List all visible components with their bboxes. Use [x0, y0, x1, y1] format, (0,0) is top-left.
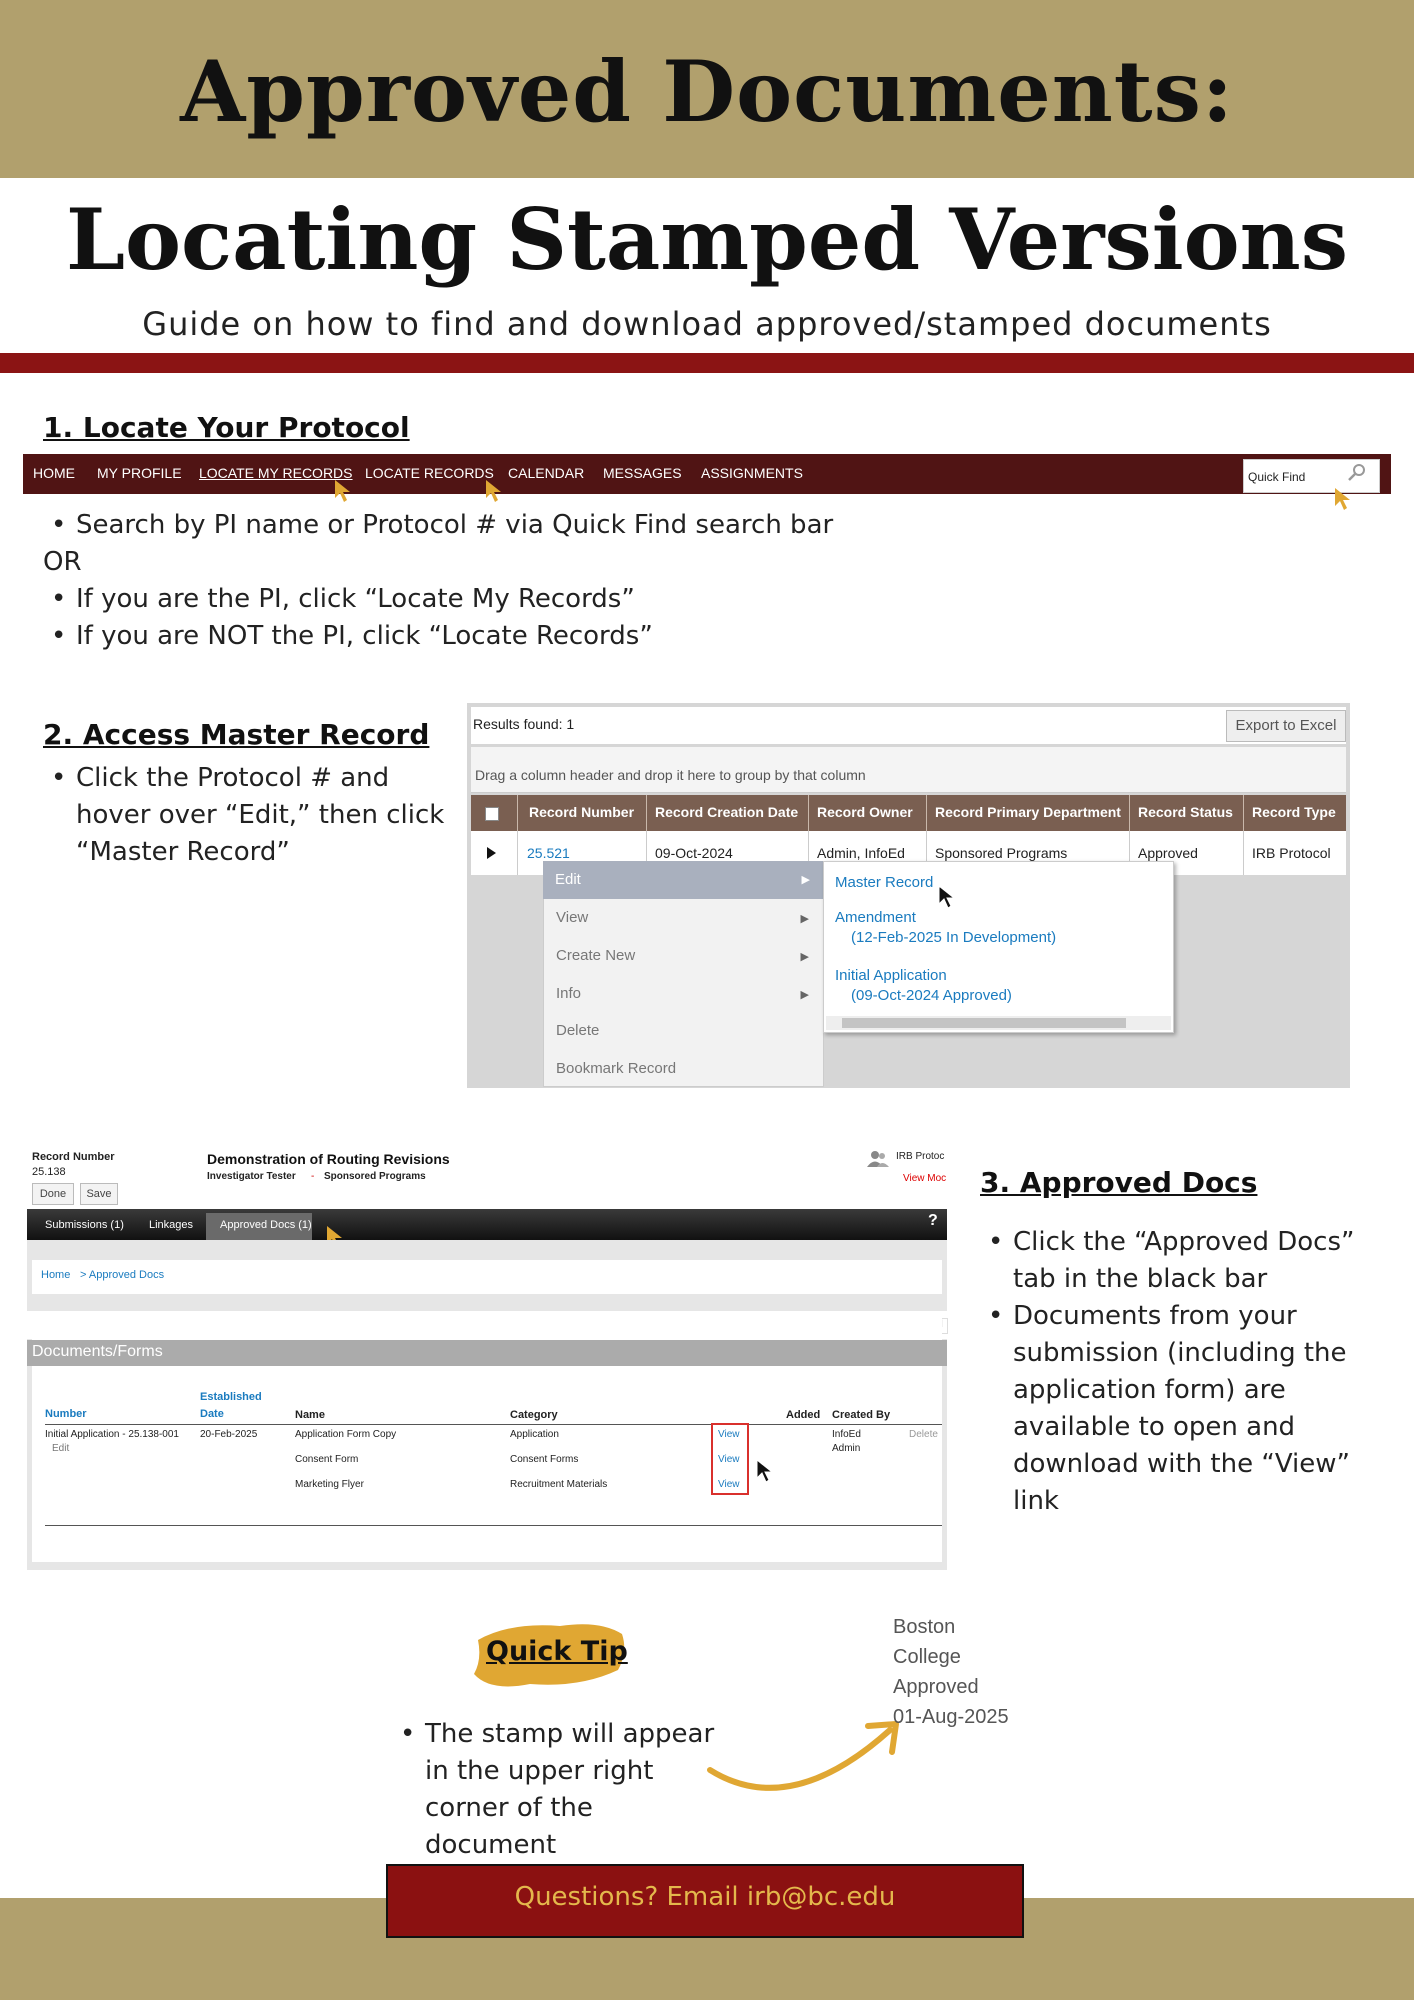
document-name: Consent Form	[295, 1454, 359, 1465]
contact-email[interactable]: Questions? Email irb@bc.edu	[514, 1882, 896, 1912]
submenu-arrow-icon: ▶	[800, 988, 809, 1001]
cursor-icon	[484, 478, 506, 506]
submenu-arrow-icon: ▶	[800, 912, 809, 925]
nav-bar	[23, 454, 1391, 494]
record-number-label: Record Number	[32, 1151, 115, 1163]
save-button[interactable]: Save	[80, 1183, 118, 1205]
set-edit-link[interactable]: Edit	[52, 1443, 70, 1454]
cursor-icon	[937, 884, 959, 912]
grid-header	[471, 795, 1346, 831]
record-department: Sponsored Programs	[324, 1171, 426, 1182]
col-date: Date	[200, 1408, 224, 1420]
view-mode-link[interactable]: View Moc	[903, 1173, 947, 1184]
help-icon[interactable]: ?	[928, 1212, 938, 1229]
submenu-arrow-icon: ▶	[800, 950, 809, 963]
export-to-excel-button[interactable]: Export to Excel	[1226, 710, 1346, 742]
column-header[interactable]: Record Status	[1138, 804, 1233, 820]
page-subtitle: Guide on how to find and download approved/stamped documents	[142, 305, 1272, 343]
document-category: Application	[510, 1429, 559, 1440]
document-set-number: Initial Application - 25.138-001	[45, 1429, 179, 1440]
breadcrumb-current: > Approved Docs	[80, 1269, 165, 1281]
set-date: 20-Feb-2025	[200, 1429, 258, 1440]
master-record-link[interactable]: Master Record	[835, 874, 934, 891]
header-divider	[0, 353, 1414, 373]
document-category: Consent Forms	[510, 1454, 579, 1465]
nav-calendar[interactable]: CALENDAR	[508, 465, 585, 481]
table-bottom-divider	[45, 1525, 942, 1526]
record-type-label: IRB Protoc	[896, 1151, 945, 1162]
menu-item-edit[interactable]	[543, 861, 824, 899]
nav-messages[interactable]: MESSAGES	[603, 465, 682, 481]
document-name: Application Form Copy	[295, 1429, 397, 1440]
col-created-by: Created By	[832, 1409, 891, 1421]
initial-application-link[interactable]: Initial Application	[835, 967, 947, 984]
or-text: OR	[43, 547, 82, 577]
nav-assignments[interactable]: ASSIGNMENTS	[701, 465, 803, 481]
nav-locate-records[interactable]: LOCATE RECORDS	[365, 465, 494, 481]
menu-item-bookmark[interactable]: Bookmark Record	[556, 1060, 677, 1077]
breadcrumb-home[interactable]: Home	[41, 1269, 71, 1281]
users-icon	[867, 1150, 889, 1168]
view-link[interactable]: View	[718, 1454, 740, 1465]
col-category: Category	[510, 1409, 558, 1421]
record-number-value: 25.138	[32, 1166, 66, 1178]
record-status: Approved	[1138, 845, 1198, 861]
nav-home[interactable]: HOME	[33, 465, 75, 481]
submenu-arrow-icon: ▶	[801, 873, 810, 886]
quick-find-input[interactable]: Quick Find	[1243, 459, 1380, 493]
column-header[interactable]: Record Creation Date	[655, 804, 799, 820]
documents-bar	[27, 1340, 947, 1366]
step1-bullets-b	[43, 581, 863, 655]
submenu-scroll-thumb[interactable]	[842, 1018, 1126, 1028]
nav-locate-my-records[interactable]: LOCATE MY RECORDS	[199, 465, 353, 481]
curved-arrow-icon	[700, 1690, 910, 1810]
column-header[interactable]: Record Type	[1252, 804, 1336, 820]
table-divider	[45, 1424, 942, 1425]
nav-my-profile[interactable]: MY PROFILE	[97, 465, 182, 481]
amendment-link[interactable]: Amendment	[835, 909, 916, 926]
menu-item-delete[interactable]: Delete	[556, 1022, 600, 1039]
step1-bullet: • Search by PI name or Protocol # via Quick Find search bar	[43, 507, 863, 544]
record-department: Sponsored Programs	[935, 845, 1068, 861]
document-category: Recruitment Materials	[510, 1479, 608, 1490]
step1-bullet: • If you are the PI, click “Locate My Records”	[43, 581, 863, 618]
record-title: Demonstration of Routing Revisions	[207, 1151, 450, 1167]
menu-item-edit-label: Edit	[555, 871, 581, 888]
column-header[interactable]: Record Number	[529, 804, 635, 820]
stamp-line: Boston	[893, 1616, 956, 1638]
menu-item-info[interactable]: Info	[556, 985, 582, 1002]
expand-row-icon[interactable]	[487, 847, 496, 859]
quick-tip-label: Quick Tip	[486, 1636, 628, 1667]
created-by-line-2: Admin	[832, 1443, 861, 1454]
page-title-line-2: Locating Stamped Versions	[65, 190, 1349, 289]
step2-bullet: • Click the Protocol # and hover over “Edit,” then click “Master Record”	[43, 760, 463, 871]
cursor-icon	[333, 478, 355, 506]
menu-item-view[interactable]: View	[556, 909, 589, 926]
documents-bar-label: Documents/Forms	[32, 1343, 163, 1360]
search-icon[interactable]	[1346, 462, 1368, 484]
stamp-line: Approved	[893, 1676, 979, 1698]
quick-tip-bullets	[392, 1716, 732, 1864]
column-header[interactable]: Record Owner	[817, 804, 913, 820]
step3-title: 3. Approved Docs	[980, 1166, 1258, 1199]
title-separator: -	[311, 1171, 315, 1182]
cursor-icon	[1333, 486, 1355, 514]
step3-bullets	[980, 1224, 1400, 1520]
view-link[interactable]: View	[718, 1479, 740, 1490]
edit-submenu	[823, 861, 1174, 1033]
col-number: Number	[45, 1408, 87, 1420]
results-count: Results found: 1	[473, 716, 575, 732]
record-owner: Admin, InfoEd	[817, 845, 905, 861]
record-type: IRB Protocol	[1252, 845, 1331, 861]
menu-item-create-new[interactable]: Create New	[556, 947, 636, 964]
stamp-line: College	[893, 1646, 961, 1668]
tab-linkages[interactable]: Linkages	[149, 1219, 194, 1231]
created-by-line-1: InfoEd	[832, 1429, 861, 1440]
done-button[interactable]: Done	[32, 1183, 74, 1205]
record-creation-date: 09-Oct-2024	[655, 845, 733, 861]
stamp-line: 01-Aug-2025	[893, 1706, 1009, 1728]
view-link[interactable]: View	[718, 1429, 740, 1440]
investigator-name: Investigator Tester	[207, 1171, 296, 1182]
col-name: Name	[295, 1409, 325, 1421]
delete-link[interactable]: Delete	[909, 1429, 938, 1440]
breadcrumb	[32, 1260, 942, 1294]
step1-bullet: • If you are NOT the PI, click “Locate Records”	[43, 618, 863, 655]
step1-title: 1. Locate Your Protocol	[43, 411, 410, 444]
page-title: Approved Documents:	[180, 42, 1234, 141]
step1-bullets-a	[43, 507, 863, 544]
select-all-checkbox[interactable]	[485, 807, 499, 821]
view-links-highlight	[711, 1423, 749, 1495]
col-established: Established	[200, 1391, 262, 1403]
initial-application-detail[interactable]: (09-Oct-2024 Approved)	[851, 987, 1012, 1004]
document-name: Marketing Flyer	[295, 1479, 364, 1490]
cursor-icon	[755, 1458, 777, 1486]
column-header[interactable]: Record Primary Department	[935, 804, 1121, 820]
amendment-detail[interactable]: (12-Feb-2025 In Development)	[851, 929, 1057, 946]
step2-bullets	[43, 760, 463, 871]
step2-title: 2. Access Master Record	[43, 718, 430, 751]
step3-bullet: • Documents from your submission (including the application form) are available to open and download with the “View” link	[980, 1298, 1400, 1520]
step3-bullet: • Click the “Approved Docs” tab in the black bar	[980, 1224, 1400, 1298]
tab-submissions[interactable]: Submissions (1)	[45, 1219, 124, 1231]
approval-stamp	[893, 1612, 1043, 1732]
group-by-hint: Drag a column header and drop it here to group by that column	[475, 767, 866, 783]
results-header	[471, 707, 1346, 744]
record-number-link[interactable]: 25.521	[527, 845, 570, 861]
col-added: Added	[786, 1409, 821, 1421]
tab-approved-docs[interactable]: Approved Docs (1)	[220, 1219, 312, 1231]
quick-tip-bullet: • The stamp will appear in the upper right corner of the document	[392, 1716, 732, 1864]
